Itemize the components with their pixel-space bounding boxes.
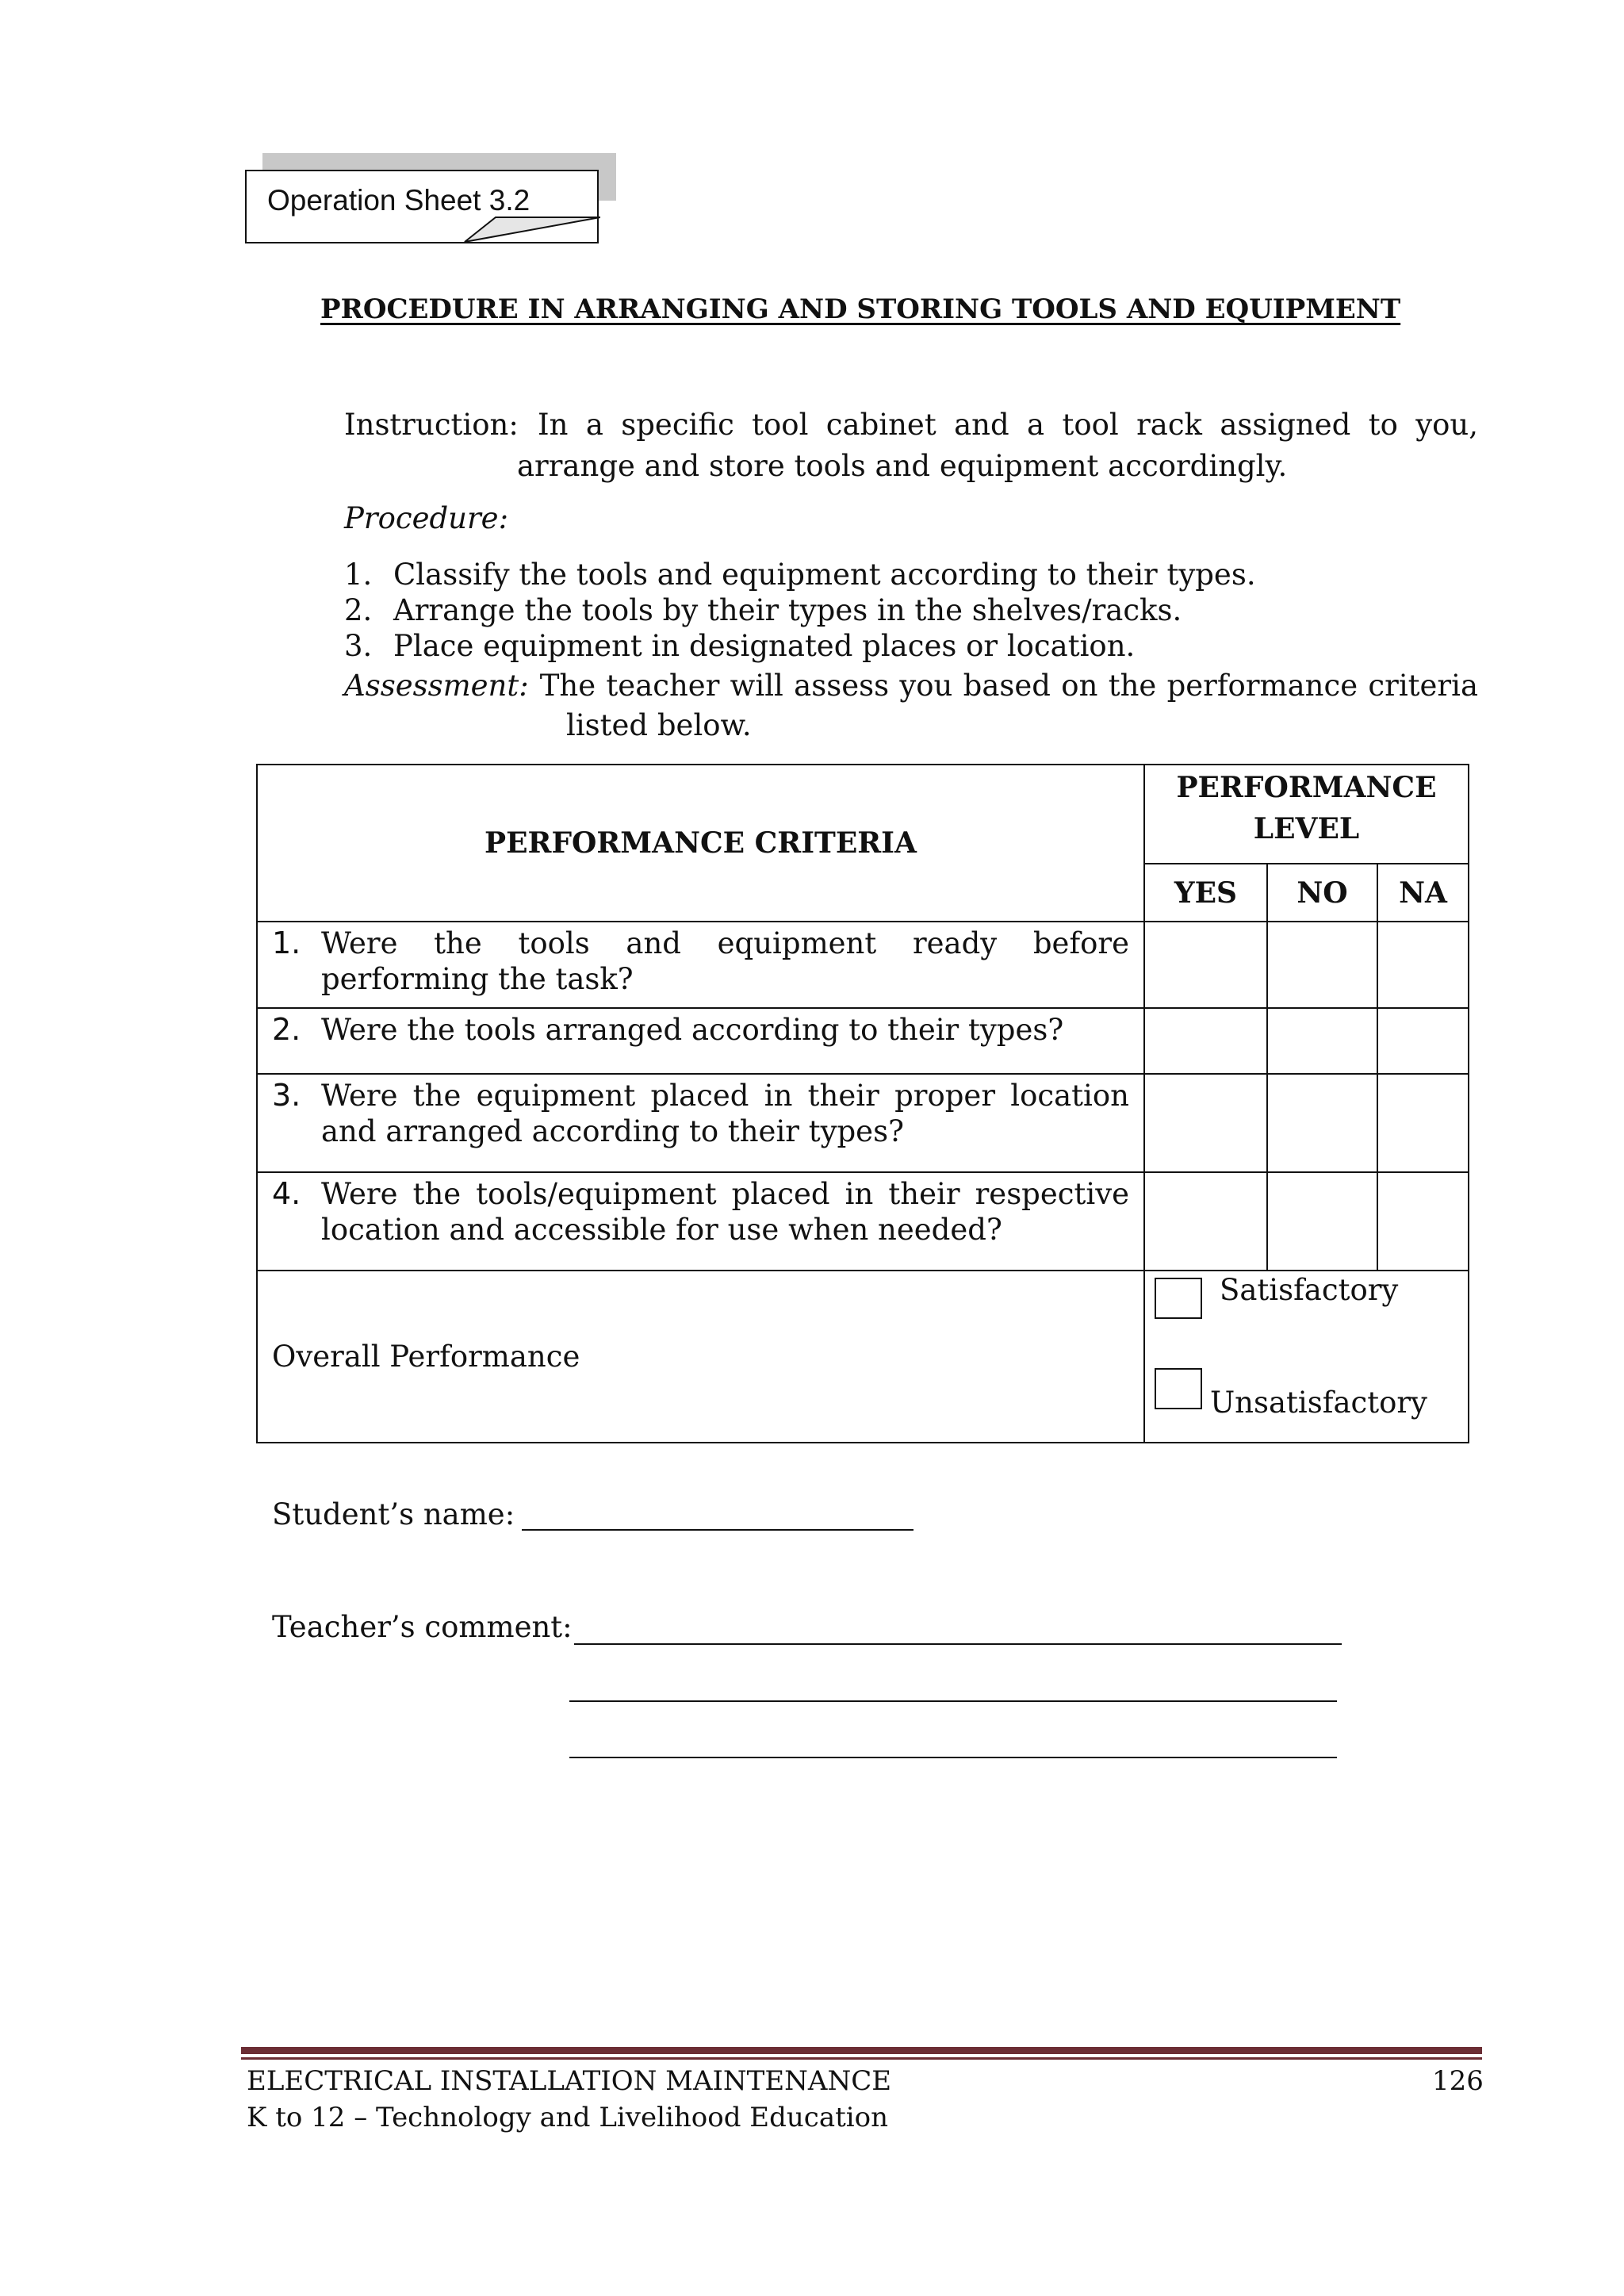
performance-table [256, 764, 1469, 1443]
satisfactory-checkbox[interactable] [1155, 1278, 1202, 1319]
na-cell[interactable] [1377, 1172, 1469, 1271]
footer-rule-thin [241, 2057, 1482, 2060]
student-name-line[interactable] [522, 1529, 914, 1531]
unsatisfactory-checkbox[interactable] [1155, 1368, 1202, 1409]
no-cell[interactable] [1267, 922, 1377, 1008]
unsatisfactory-label: Unsatisfactory [1210, 1386, 1427, 1420]
student-name-label: Student’s name: [272, 1497, 515, 1531]
criteria-text: Were the tools arranged according to their types? [321, 1013, 1064, 1047]
performance-level-header: PERFORMANCE LEVEL [1144, 765, 1469, 864]
list-item: 3. Place equipment in designated places or location. [344, 629, 1136, 663]
no-cell[interactable] [1267, 1074, 1377, 1172]
na-cell[interactable] [1377, 1074, 1469, 1172]
operation-sheet-tab [245, 170, 599, 243]
page-number: 126 [1432, 2065, 1484, 2097]
instruction-line-1: In a specific tool cabinet and a tool rack assigned to you, [538, 408, 1478, 442]
criteria-text: Were the tools/equipment placed in their respective location and accessible for use when needed? [321, 1177, 1129, 1247]
instruction-label: Instruction: [344, 408, 519, 442]
table-row: 3. Were the equipment placed in their proper location and arranged according to their types? [257, 1074, 1469, 1172]
satisfactory-label: Satisfactory [1220, 1273, 1399, 1307]
table-row: 4. Were the tools/equipment placed in their respective location and accessible for use when needed? [257, 1172, 1469, 1271]
no-header: NO [1267, 864, 1377, 922]
instruction-line-2: arrange and store tools and equipment accordingly. [517, 449, 1288, 483]
na-cell[interactable] [1377, 922, 1469, 1008]
page-title: PROCEDURE IN ARRANGING AND STORING TOOLS AND EQUIPMENT [320, 293, 1401, 325]
overall-rating-cell [1144, 1271, 1469, 1443]
criteria-text: Were the equipment placed in their proper location and arranged according to their types? [321, 1079, 1129, 1148]
table-row: 1. Were the tools and equipment ready before performing the task? [257, 922, 1469, 1008]
yes-cell[interactable] [1144, 1074, 1267, 1172]
footer-program: K to 12 – Technology and Livelihood Education [247, 2102, 888, 2133]
no-cell[interactable] [1267, 1008, 1377, 1074]
yes-cell[interactable] [1144, 1008, 1267, 1074]
list-item: 1. Classify the tools and equipment according to their types. [344, 558, 1256, 592]
overall-performance-label: Overall Performance [257, 1271, 1144, 1443]
page-curl-icon [247, 171, 600, 245]
teacher-comment-line[interactable] [569, 1700, 1337, 1702]
yes-header: YES [1144, 864, 1267, 922]
operation-sheet-label: Operation Sheet 3.2 [267, 184, 530, 217]
criteria-text: Were the tools and equipment ready before performing the task? [321, 926, 1129, 996]
footer-rule [241, 2047, 1482, 2054]
yes-cell[interactable] [1144, 922, 1267, 1008]
footer-subject: ELECTRICAL INSTALLATION MAINTENANCE [247, 2065, 892, 2097]
procedure-steps [344, 557, 1256, 664]
teacher-comment-label: Teacher’s comment: [272, 1610, 573, 1644]
assessment-line-1: The teacher will assess you based on the performance criteria [539, 669, 1478, 703]
yes-cell[interactable] [1144, 1172, 1267, 1271]
na-cell[interactable] [1377, 1008, 1469, 1074]
teacher-comment-line[interactable] [569, 1757, 1337, 1758]
teacher-comment-line[interactable] [574, 1643, 1342, 1645]
list-item: 2. Arrange the tools by their types in the shelves/racks. [344, 593, 1182, 627]
assessment-line-2: listed below. [566, 708, 752, 742]
overall-row [257, 1271, 1469, 1443]
assessment-block [344, 666, 1478, 746]
criteria-header: PERFORMANCE CRITERIA [257, 765, 1144, 922]
na-header: NA [1377, 864, 1469, 922]
procedure-label: Procedure: [344, 501, 509, 535]
assessment-label: Assessment: [344, 669, 529, 703]
no-cell[interactable] [1267, 1172, 1377, 1271]
table-row: 2. Were the tools arranged according to their types? [257, 1008, 1469, 1074]
